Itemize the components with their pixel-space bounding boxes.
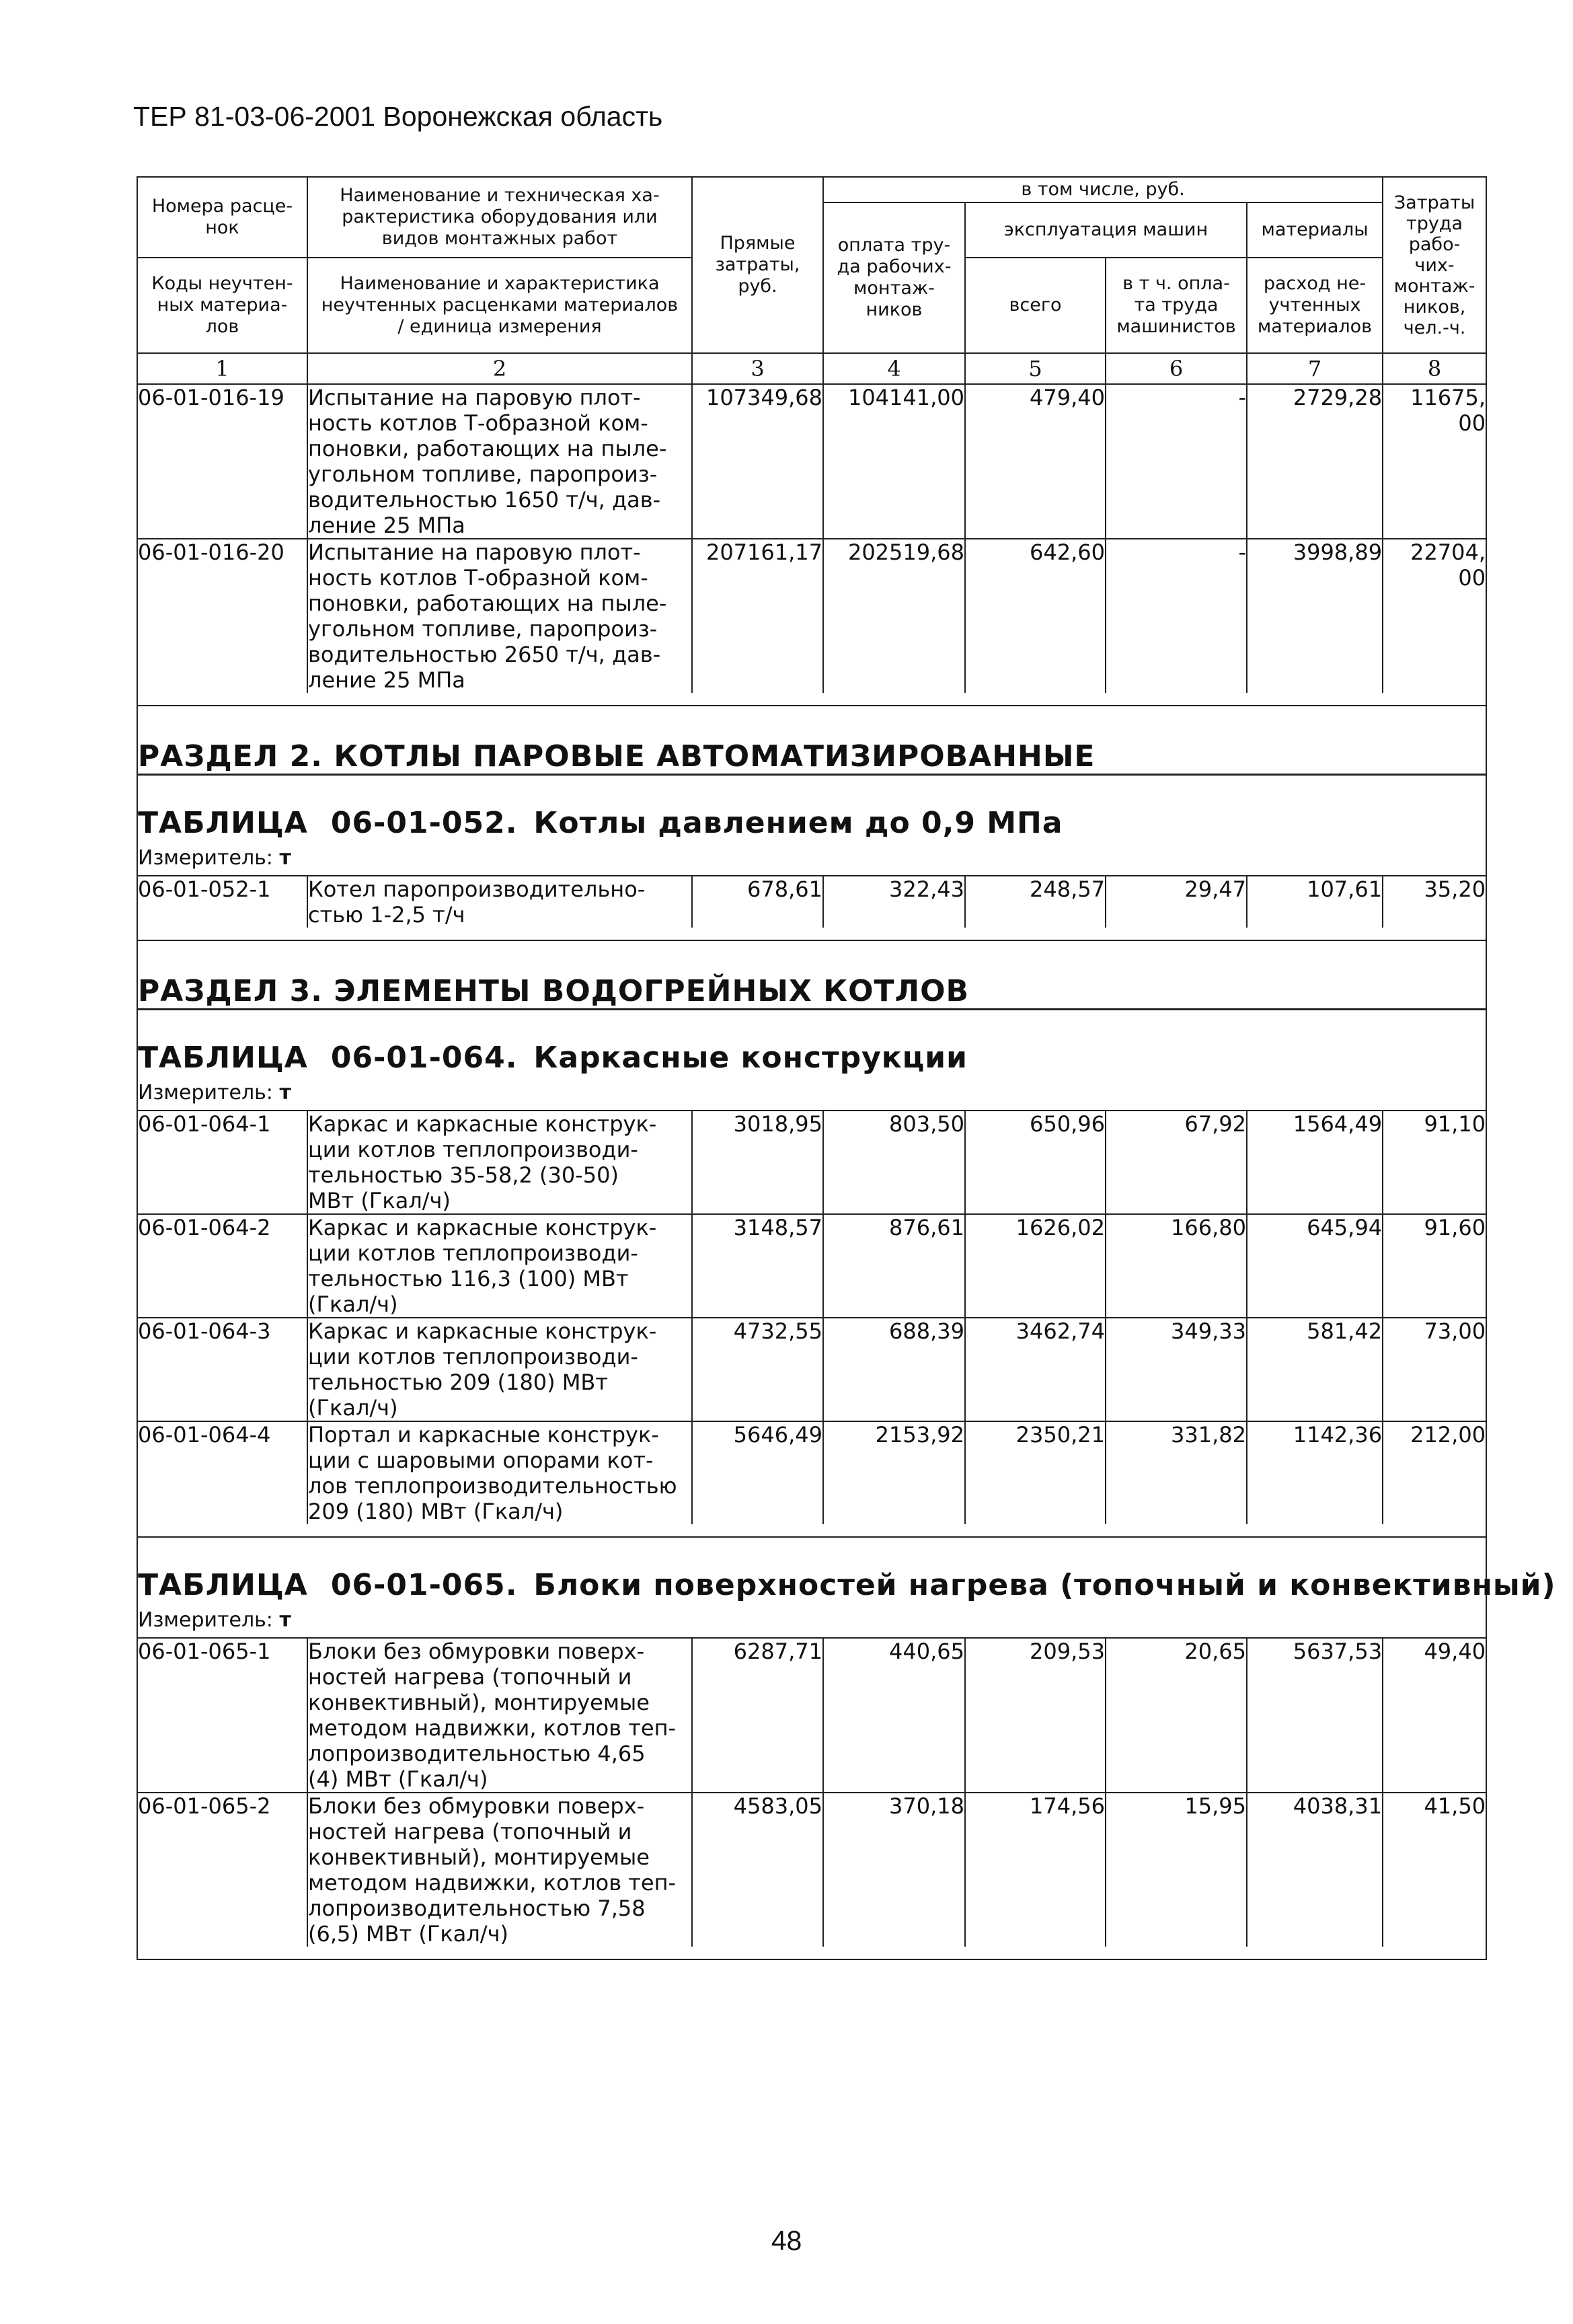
table-row xyxy=(137,1638,1486,1793)
operators-pay: 349,33 xyxy=(1106,1318,1247,1421)
operators-pay: 166,80 xyxy=(1106,1214,1247,1318)
table-row xyxy=(137,1111,1486,1214)
column-number: 3 xyxy=(692,353,823,384)
table-spacer xyxy=(137,1947,1486,1959)
table-spacer xyxy=(137,693,1486,706)
rate-code: 06-01-065-1 xyxy=(137,1638,307,1793)
operators-pay: 15,95 xyxy=(1106,1793,1247,1947)
column-numbers-row xyxy=(137,353,1486,384)
direct-costs: 3148,57 xyxy=(692,1214,823,1318)
section-2-title-row xyxy=(137,706,1486,775)
table-name: Блоки поверхностей нагрева (топочный и конвективный) xyxy=(533,1568,1556,1602)
table-row xyxy=(137,1421,1486,1524)
column-number: 7 xyxy=(1247,353,1383,384)
direct-costs: 5646,49 xyxy=(692,1421,823,1524)
machines-total: 174,56 xyxy=(965,1793,1106,1947)
labor-hours: 41,50 xyxy=(1383,1793,1486,1947)
unit-label: Измеритель: xyxy=(138,1080,273,1104)
rates-table xyxy=(137,176,1556,1960)
column-number: 2 xyxy=(307,353,692,384)
work-description: Котел паропроизводительно- стью 1-2,5 т/ч xyxy=(307,876,692,928)
table-spacer-cell xyxy=(137,1947,1486,1959)
machines-total: 1626,02 xyxy=(965,1214,1106,1318)
col-direct-costs-header: Прямые затраты, руб. xyxy=(692,177,823,353)
labor-pay: 370,18 xyxy=(823,1793,965,1947)
section-2-title: РАЗДЕЛ 2. КОТЛЫ ПАРОВЫЕ АВТОМАТИЗИРОВАННЫЕ xyxy=(137,706,1486,775)
col-machines-header: эксплуатация машин xyxy=(965,202,1247,258)
machines-total: 479,40 xyxy=(965,384,1106,539)
column-number: 1 xyxy=(137,353,307,384)
rate-code: 06-01-064-4 xyxy=(137,1421,307,1524)
page-number: 48 xyxy=(771,2225,802,2256)
unit-row xyxy=(137,1075,1486,1111)
table-title xyxy=(137,1537,1556,1602)
rate-code: 06-01-064-2 xyxy=(137,1214,307,1318)
col-labor-pay-header: оплата тру- да рабочих- монтаж- ников xyxy=(823,202,965,353)
unit-of-measure xyxy=(137,1602,1486,1638)
table-name: Котлы давлением до 0,9 МПа xyxy=(533,806,1063,840)
table-row xyxy=(137,1318,1486,1421)
operators-pay: 67,92 xyxy=(1106,1111,1247,1214)
labor-hours: 11675, 00 xyxy=(1383,384,1486,539)
labor-hours: 91,60 xyxy=(1383,1214,1486,1318)
col-unaccounted-materials-header: расход не- учтенных материалов xyxy=(1247,258,1383,353)
column-number: 6 xyxy=(1106,353,1247,384)
table-name: Каркасные конструкции xyxy=(533,1041,968,1075)
labor-pay: 322,43 xyxy=(823,876,965,928)
labor-pay: 688,39 xyxy=(823,1318,965,1421)
col-materials-header: материалы xyxy=(1247,202,1383,258)
materials-cost: 5637,53 xyxy=(1247,1638,1383,1793)
labor-pay: 2153,92 xyxy=(823,1421,965,1524)
labor-hours: 49,40 xyxy=(1383,1638,1486,1793)
col-rate-number-header: Номера расце- нок xyxy=(137,177,307,258)
table-spacer-cell xyxy=(137,1524,1486,1537)
table-row xyxy=(137,1214,1486,1318)
table-title-row xyxy=(137,775,1486,841)
unit-label: Измеритель: xyxy=(138,1608,273,1632)
work-description: Портал и каркасные конструк- ции с шаровыми опорами кот- лов теплопроизводительностью 209 (180) МВт (Гкал/ч) xyxy=(307,1421,692,1524)
materials-cost: 645,94 xyxy=(1247,1214,1383,1318)
materials-cost: 4038,31 xyxy=(1247,1793,1383,1947)
column-number: 5 xyxy=(965,353,1106,384)
table-spacer xyxy=(137,928,1486,940)
machines-total: 248,57 xyxy=(965,876,1106,928)
table-prefix: ТАБЛИЦА xyxy=(138,806,308,840)
col-operators-pay-header: в т ч. опла- та труда машинистов xyxy=(1106,258,1247,353)
table-spacer-cell xyxy=(137,693,1486,706)
unit-of-measure xyxy=(137,1075,1486,1111)
table-code: 06-01-065. xyxy=(330,1568,518,1602)
labor-pay: 440,65 xyxy=(823,1638,965,1793)
direct-costs: 107349,68 xyxy=(692,384,823,539)
col-machines-total-header: всего xyxy=(965,258,1106,353)
labor-pay: 104141,00 xyxy=(823,384,965,539)
rate-code: 06-01-064-1 xyxy=(137,1111,307,1214)
table-title-row xyxy=(137,1537,1486,1602)
col-material-codes-header: Коды неучтен- ных материа- лов xyxy=(137,258,307,353)
table-row xyxy=(137,539,1486,693)
table-prefix: ТАБЛИЦА xyxy=(138,1041,308,1075)
column-number: 8 xyxy=(1383,353,1486,384)
direct-costs: 678,61 xyxy=(692,876,823,928)
rate-code: 06-01-052-1 xyxy=(137,876,307,928)
unit-row xyxy=(137,840,1486,876)
operators-pay: 331,82 xyxy=(1106,1421,1247,1524)
work-description: Каркас и каркасные конструк- ции котлов теплопроизводи- тельностью 116,3 (100) МВт (Гкал/ч) xyxy=(307,1214,692,1318)
column-number: 4 xyxy=(823,353,965,384)
machines-total: 2350,21 xyxy=(965,1421,1106,1524)
labor-hours: 73,00 xyxy=(1383,1318,1486,1421)
table-code: 06-01-064. xyxy=(330,1041,518,1075)
col-group-header: в том числе, руб. xyxy=(823,177,1383,202)
direct-costs: 4732,55 xyxy=(692,1318,823,1421)
operators-pay: 29,47 xyxy=(1106,876,1247,928)
unit-of-measure xyxy=(137,840,1486,876)
machines-total: 650,96 xyxy=(965,1111,1106,1214)
operators-pay: - xyxy=(1106,384,1247,539)
labor-pay: 202519,68 xyxy=(823,539,965,693)
table-title-row xyxy=(137,1010,1486,1076)
materials-cost: 2729,28 xyxy=(1247,384,1383,539)
materials-cost: 581,42 xyxy=(1247,1318,1383,1421)
unit-label: Измеритель: xyxy=(138,846,273,870)
header-row-1 xyxy=(137,177,1486,202)
materials-cost: 3998,89 xyxy=(1247,539,1383,693)
materials-cost: 107,61 xyxy=(1247,876,1383,928)
labor-hours: 35,20 xyxy=(1383,876,1486,928)
work-description: Испытание на паровую плот- ность котлов Т-образной ком- поновки, работающих на пыле- угольном топливе, паропроиз- водительностью 2650 т/ч, дав- ление 25 МПа xyxy=(307,539,692,693)
unit-value: т xyxy=(279,1608,291,1632)
work-description: Блоки без обмуровки поверх- ностей нагрева (топочный и конвективный), монтируемые методом надвижки, котлов теп- лопроизводительностью 7,58 (6,5) МВт (Гкал/ч) xyxy=(307,1793,692,1947)
table-spacer-cell xyxy=(137,928,1486,940)
col-labor-hours-header: Затраты труда рабо- чих- монтаж- ников, чел.-ч. xyxy=(1383,177,1486,353)
table-row xyxy=(137,1793,1486,1947)
col-work-name-header: Наименование и техническая ха- рактеристика оборудования или видов монтажных работ xyxy=(307,177,692,258)
materials-cost: 1142,36 xyxy=(1247,1421,1383,1524)
table-title xyxy=(137,775,1486,841)
table-code: 06-01-052. xyxy=(330,806,518,840)
table-title xyxy=(137,1010,1486,1076)
labor-pay: 876,61 xyxy=(823,1214,965,1318)
machines-total: 642,60 xyxy=(965,539,1106,693)
operators-pay: - xyxy=(1106,539,1247,693)
table-row xyxy=(137,876,1486,928)
table-prefix: ТАБЛИЦА xyxy=(138,1568,308,1602)
labor-pay: 803,50 xyxy=(823,1111,965,1214)
section-3-title: РАЗДЕЛ 3. ЭЛЕМЕНТЫ ВОДОГРЕЙНЫХ КОТЛОВ xyxy=(137,940,1486,1010)
labor-hours: 212,00 xyxy=(1383,1421,1486,1524)
rate-code: 06-01-016-19 xyxy=(137,384,307,539)
direct-costs: 6287,71 xyxy=(692,1638,823,1793)
table-spacer xyxy=(137,1524,1486,1537)
col-material-names-header: Наименование и характеристика неучтенных расценками материалов / единица измерения xyxy=(307,258,692,353)
rate-code: 06-01-016-20 xyxy=(137,539,307,693)
direct-costs: 4583,05 xyxy=(692,1793,823,1947)
direct-costs: 3018,95 xyxy=(692,1111,823,1214)
rate-code: 06-01-064-3 xyxy=(137,1318,307,1421)
machines-total: 3462,74 xyxy=(965,1318,1106,1421)
labor-hours: 91,10 xyxy=(1383,1111,1486,1214)
rate-code: 06-01-065-2 xyxy=(137,1793,307,1947)
labor-hours: 22704, 00 xyxy=(1383,539,1486,693)
materials-cost: 1564,49 xyxy=(1247,1111,1383,1214)
work-description: Блоки без обмуровки поверх- ностей нагрева (топочный и конвективный), монтируемые методом надвижки, котлов теп- лопроизводительностью 4,65 (4) МВт (Гкал/ч) xyxy=(307,1638,692,1793)
section-3-title-row xyxy=(137,940,1486,1010)
work-description: Испытание на паровую плот- ность котлов Т-образной ком- поновки, работающих на пыле- угольном топливе, паропроиз- водительностью 1650 т/ч, дав- ление 25 МПа xyxy=(307,384,692,539)
unit-value: т xyxy=(279,1080,291,1104)
operators-pay: 20,65 xyxy=(1106,1638,1247,1793)
direct-costs: 207161,17 xyxy=(692,539,823,693)
table-row xyxy=(137,384,1486,539)
machines-total: 209,53 xyxy=(965,1638,1106,1793)
unit-row xyxy=(137,1602,1486,1638)
work-description: Каркас и каркасные конструк- ции котлов теплопроизводи- тельностью 209 (180) МВт (Гкал/ч) xyxy=(307,1318,692,1421)
work-description: Каркас и каркасные конструк- ции котлов теплопроизводи- тельностью 35-58,2 (30-50) МВт (Гкал/ч) xyxy=(307,1111,692,1214)
unit-value: т xyxy=(279,846,291,870)
document-header: ТЕР 81-03-06-2001 Воронежская область xyxy=(133,101,663,132)
